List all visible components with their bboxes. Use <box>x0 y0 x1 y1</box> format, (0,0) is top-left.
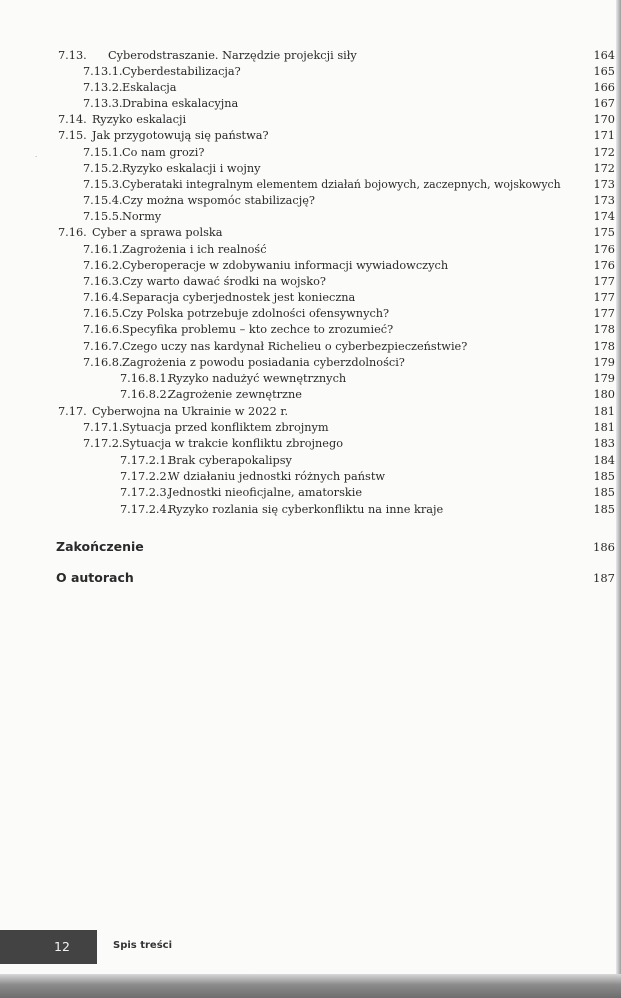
toc-entry-title: Normy <box>122 210 162 223</box>
toc-entry <box>0 242 621 258</box>
toc-entry <box>0 48 621 64</box>
toc-entry <box>0 258 621 274</box>
toc-entry-number: 7.16.8.2. <box>120 388 171 401</box>
toc-entry-number: 7.13. <box>58 49 87 62</box>
footer-page-number-box <box>0 930 97 964</box>
toc-entry <box>0 306 621 322</box>
toc-entry-number: 7.15.5. <box>83 210 123 223</box>
toc-entry <box>0 404 621 420</box>
chapter-entry <box>0 538 621 556</box>
toc-entry-title: Ryzyko eskalacji i wojny <box>122 162 261 175</box>
toc-entry-page: 172 <box>593 162 615 175</box>
toc-entry-number: 7.16.4. <box>83 291 123 304</box>
toc-entry-page: 178 <box>593 340 615 353</box>
toc-entry-title: Czy można wspomóc stabilizację? <box>122 194 315 207</box>
chapter-entry <box>0 569 621 587</box>
toc-entry-title: Brak cyberapokalipsy <box>168 454 292 467</box>
toc-entry <box>0 209 621 225</box>
toc-entry <box>0 339 621 355</box>
toc-entry-page: 185 <box>593 503 615 516</box>
toc-entry <box>0 80 621 96</box>
toc-entry-title: Cyberdestabilizacja? <box>122 65 241 78</box>
toc-entry-title: Jak przygotowują się państwa? <box>92 129 269 142</box>
toc-entry-page: 181 <box>593 421 615 434</box>
toc-entry-number: 7.13.3. <box>83 97 123 110</box>
toc-entry-title: Drabina eskalacyjna <box>122 97 239 110</box>
toc-entry-title: Co nam grozi? <box>122 146 205 159</box>
toc-entry <box>0 387 621 403</box>
toc-entry-number: 7.16.8. <box>83 356 123 369</box>
footer-section-title: Spis treści <box>113 940 173 951</box>
toc-entry <box>0 161 621 177</box>
toc-entry-page: 164 <box>593 49 615 62</box>
chapter-title: Zakończenie <box>56 539 144 554</box>
toc-entry-number: 7.16.1. <box>83 243 123 256</box>
toc-entry <box>0 420 621 436</box>
toc-entry-page: 166 <box>593 81 615 94</box>
toc-entry-page: 165 <box>593 65 615 78</box>
toc-entry-number: 7.16.7. <box>83 340 123 353</box>
toc-entry <box>0 436 621 452</box>
toc-entry-page: 173 <box>593 178 615 191</box>
toc-entry-number: 7.16.3. <box>83 275 123 288</box>
toc-entry-number: 7.17.2.2. <box>120 470 171 483</box>
toc-entry <box>0 225 621 241</box>
toc-entry-title: Cyberodstraszanie. Narzędzie projekcji siły <box>108 49 357 62</box>
toc-entry-title: Czego uczy nas kardynał Richelieu o cyberbezpieczeństwie? <box>122 340 468 353</box>
toc-entry-title: Czy Polska potrzebuje zdolności ofensywnych? <box>122 307 390 320</box>
footer-page-number: 12 <box>54 939 70 954</box>
toc-entry-number: 7.17.2.3. <box>120 486 171 499</box>
toc-entry-title: Specyfika problemu – kto zechce to zrozumieć? <box>122 323 394 336</box>
toc-entry <box>0 469 621 485</box>
toc-entry-number: 7.15.1. <box>83 146 123 159</box>
scan-bottom-shadow <box>0 974 621 998</box>
toc-entry-number: 7.16. <box>58 226 87 239</box>
toc-entry-title: W działaniu jednostki różnych państw <box>168 470 386 483</box>
toc-entry-page: 183 <box>593 437 615 450</box>
toc-entry-title: Jednostki nieoficjalne, amatorskie <box>168 486 363 499</box>
toc-entry-page: 178 <box>593 323 615 336</box>
toc-entry-page: 170 <box>593 113 615 126</box>
toc-entry-page: 171 <box>593 129 615 142</box>
toc-entry-title: Zagrożenie zewnętrzne <box>168 388 302 401</box>
toc-entry <box>0 453 621 469</box>
chapter-title: O autorach <box>56 570 134 585</box>
toc-entry-title: Sytuacja w trakcie konfliktu zbrojnego <box>122 437 344 450</box>
toc-entry <box>0 502 621 518</box>
toc-entry-number: 7.16.5. <box>83 307 123 320</box>
toc-entry-page: 167 <box>593 97 615 110</box>
toc-entry-number: 7.17. <box>58 405 87 418</box>
chapter-page: 186 <box>593 540 615 554</box>
toc-entry-number: 7.17.1. <box>83 421 123 434</box>
toc-entry-page: 185 <box>593 486 615 499</box>
toc-entry <box>0 112 621 128</box>
toc-entry-number: 7.17.2.4. <box>120 503 171 516</box>
toc-entry-page: 184 <box>593 454 615 467</box>
toc-entry-number: 7.15.4. <box>83 194 123 207</box>
toc-entry-number: 7.16.8.1. <box>120 372 171 385</box>
toc-entry-page: 180 <box>593 388 615 401</box>
toc-entry-title: Ryzyko nadużyć wewnętrznych <box>168 372 347 385</box>
toc-entry-page: 174 <box>593 210 615 223</box>
chapter-page: 187 <box>593 571 615 585</box>
toc-entry-title: Cyberwojna na Ukrainie w 2022 r. <box>92 405 289 418</box>
toc-entry-number: 7.16.2. <box>83 259 123 272</box>
toc-entry <box>0 193 621 209</box>
toc-entry-title: Cyber a sprawa polska <box>92 226 223 239</box>
toc-entry-page: 177 <box>593 307 615 320</box>
toc-entry-title: Separacja cyberjednostek jest konieczna <box>122 291 356 304</box>
toc-entry-page: 179 <box>593 356 615 369</box>
toc-entry-number: 7.17.2. <box>83 437 123 450</box>
toc-entry-title: Ryzyko eskalacji <box>92 113 187 126</box>
toc-entry <box>0 64 621 80</box>
toc-entry <box>0 145 621 161</box>
toc-entry <box>0 290 621 306</box>
toc-entry-page: 177 <box>593 275 615 288</box>
toc-entry <box>0 322 621 338</box>
toc-entry-title: Cyberoperacje w zdobywaniu informacji wywiadowczych <box>122 259 449 272</box>
toc-entry-page: 176 <box>593 243 615 256</box>
toc-entry-page: 175 <box>593 226 615 239</box>
toc-entry-page: 172 <box>593 146 615 159</box>
toc-entry-title: Ryzyko rozlania się cyberkonfliktu na inne kraje <box>168 503 444 516</box>
toc-entry <box>0 371 621 387</box>
toc-entry-page: 181 <box>593 405 615 418</box>
toc-entry <box>0 96 621 112</box>
scan-speck: · <box>35 153 38 161</box>
toc-entry-page: 179 <box>593 372 615 385</box>
toc-entry-title: Zagrożenia z powodu posiadania cyberzdolności? <box>122 356 405 369</box>
toc-entry-number: 7.15. <box>58 129 87 142</box>
toc-entry-number: 7.14. <box>58 113 87 126</box>
toc-entry-number: 7.16.6. <box>83 323 123 336</box>
toc-entry <box>0 128 621 144</box>
toc-entry-number: 7.13.1. <box>83 65 123 78</box>
toc-entry-number: 7.15.3. <box>83 178 123 191</box>
toc-entry-title: Czy warto dawać środki na wojsko? <box>122 275 326 288</box>
toc-entry-title: Cyberataki integralnym elementem działań bojowych, zaczepnych, wojskowych <box>122 178 561 191</box>
toc-entry-number: 7.13.2. <box>83 81 123 94</box>
toc-entry-title: Zagrożenia i ich realność <box>122 243 267 256</box>
toc-entry <box>0 485 621 501</box>
toc-entry-number: 7.17.2.1. <box>120 454 171 467</box>
toc-entry-page: 177 <box>593 291 615 304</box>
toc-entry <box>0 177 621 193</box>
toc-entry <box>0 274 621 290</box>
toc-entry-page: 173 <box>593 194 615 207</box>
toc-entry-page: 176 <box>593 259 615 272</box>
toc-entry-title: Eskalacja <box>122 81 177 94</box>
toc-entry-title: Sytuacja przed konfliktem zbrojnym <box>122 421 329 434</box>
toc-entry-number: 7.15.2. <box>83 162 123 175</box>
toc-entry <box>0 355 621 371</box>
toc-entry-page: 185 <box>593 470 615 483</box>
